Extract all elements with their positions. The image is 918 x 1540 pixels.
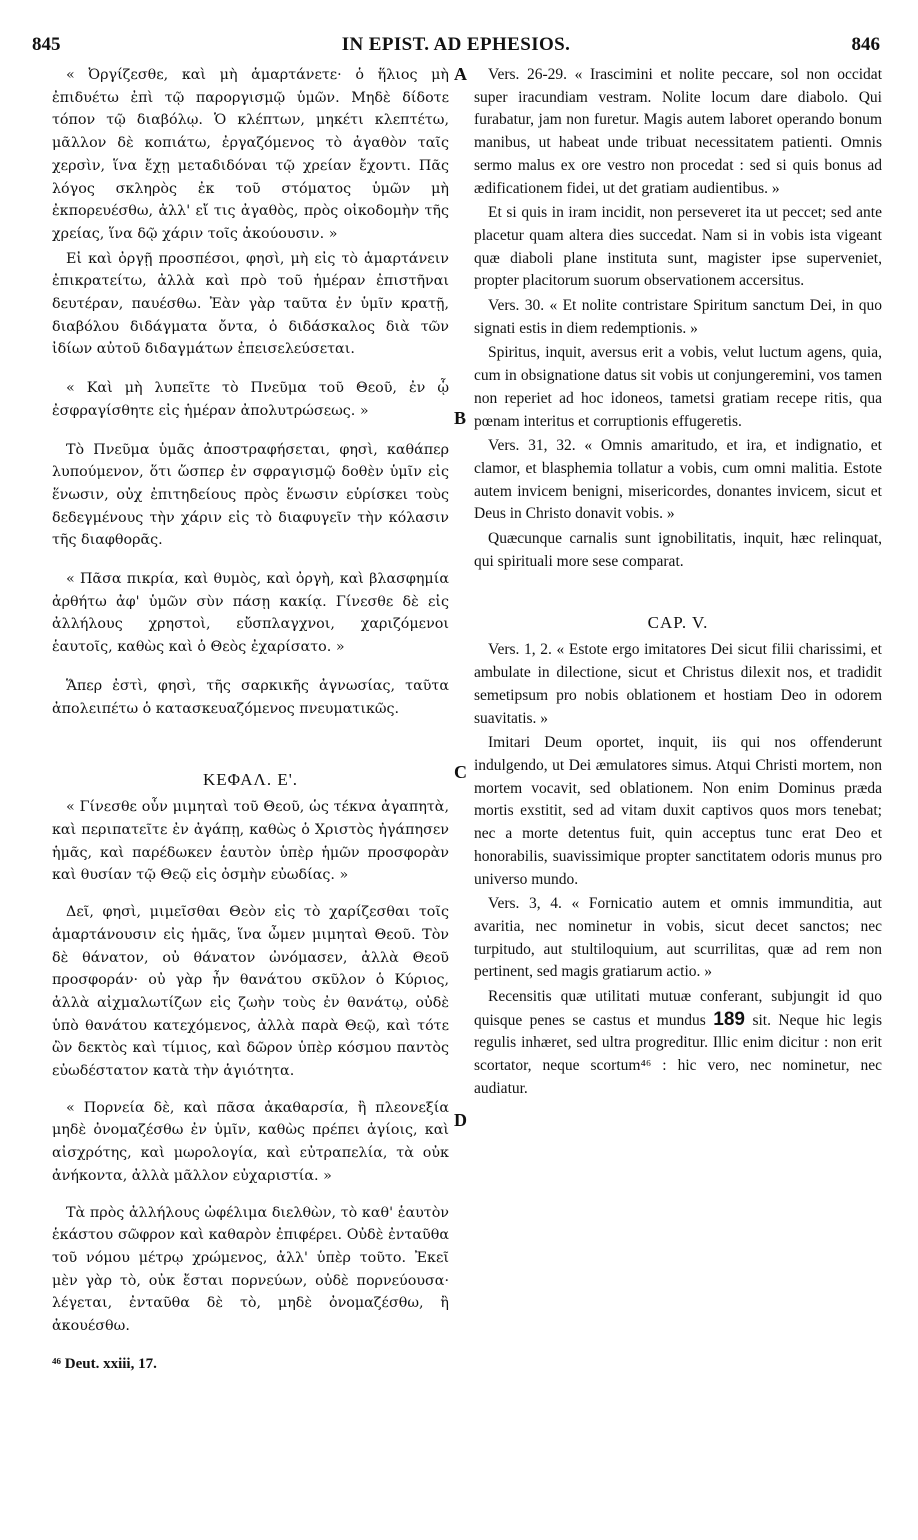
latin-commentary-5-end: sit. Neque hic legis regulis inhæret, sed ultra progreditur. Illic enim dicitur : non erit scortator, neque scortum⁴⁶ : hic vero, nec nominetur, nec audiatur.: [474, 1011, 882, 1097]
latin-commentary-2: Spiritus, inquit, aversus erit a vobis, velut luctum agens, quia, cum in obsignatione datus sit vobis ut conjungeremini, vos tamen non reperiet ad hoc idoneos, tametsi gratiam recepe ritis, qua pœnam interitus et corruptionis effugeretis.: [474, 344, 882, 430]
margin-marker-d: D: [454, 1110, 467, 1130]
greek-scripture-1: « Ὀργίζεσθε, καὶ μὴ ἁμαρτάνετε· ὁ ἥλιος μὴ ἐπιδυέτω ἐπὶ τῷ παροργισμῷ ὑμῶν. Μηδὲ δίδοτε τόπον τῷ διαβόλῳ. Ὁ κλέπτων, μηκέτι κλεπτέτω, μᾶλλον δὲ κοπιάτω, ἐργαζόμενος τὸ ἀγαθὸν ταῖς χερσὶν, ἵνα ἔχῃ μεταδιδόναι τῷ χρείαν ἔχοντι. Πᾶς λόγος σκληρὸς ἐκ τοῦ στόματος ὑμῶν μὴ ἐκπορευέσθω, ἀλλ' εἴ τις ἀγαθὸς, πρὸς οἰκοδομὴν τῆς χρείας, ἵνα δῷ χάριν τοῖς ἀκούουσιν. »: [52, 67, 449, 242]
latin-commentary-3: Quæcunque carnalis sunt ignobilitatis, inquit, hæc relinquat, qui spirituali more sese comparat.: [474, 530, 882, 570]
greek-scripture-4: « Γίνεσθε οὖν μιμηταὶ τοῦ Θεοῦ, ὡς τέκνα ἀγαπητὰ, καὶ περιπατεῖτε ἐν ἀγάπῃ, καθὼς ὁ Χριστὸς ἠγάπησεν ἡμᾶς, καὶ παρέδωκεν ἑαυτὸν ὑπὲρ ἡμῶν προσφορὰν καὶ θυσίαν τῷ Θεῷ εἰς ὀσμὴν εὐωδίας. »: [52, 799, 449, 884]
latin-column: [474, 64, 882, 1101]
greek-scripture-3: « Πᾶσα πικρία, καὶ θυμὸς, καὶ ὀργὴ, καὶ βλασφημία ἀρθήτω ἀφ' ὑμῶν σὺν πάσῃ κακίᾳ. Γίνεσθε δὲ εἰς ἀλλήλους χρηστοὶ, εὔσπλαγχνοι, χαριζόμενοι ἑαυτοῖς, καθὼς καὶ ὁ Θεὸς ἐχαρίσατο. »: [52, 571, 449, 656]
latin-chapter-heading: CAP. V.: [647, 613, 709, 633]
margin-marker-c: C: [454, 762, 467, 782]
greek-commentary-5: Τὰ πρὸς ἀλλήλους ὠφέλιμα διελθὼν, τὸ καθ' ἑαυτὸν ἑκάστου σῶφρον καὶ καθαρὸν ἐπιφέρει. Οὐδὲ ἐνταῦθα τοῦ νόμου μέτρῳ χρώμενος, ἀλλ' ὑπὲρ τοῦτο. Ἐκεῖ μὲν γὰρ τὸ, οὐκ ἔσται πορνεύων, οὐδὲ πορνεύουσα· λέγεται, ἐνταῦθα δὲ τὸ, μηδὲ ὀνομαζέσθω, ἢ ἀκουέσθω.: [52, 1204, 449, 1335]
greek-scripture-5: « Πορνεία δὲ, καὶ πᾶσα ἀκαθαρσία, ἢ πλεονεξία μηδὲ ὀνομαζέσθω ἐν ὑμῖν, καθὼς πρέπει ἁγίοις, καὶ αἰσχρότης, καὶ μωρολογία, καὶ εὐτραπελία, τὰ οὐκ ἀνήκοντα, ἀλλὰ μᾶλλον εὐχαριστία. »: [52, 1099, 449, 1184]
page-number-left: 845: [32, 34, 61, 55]
greek-commentary-4: Δεῖ, φησὶ, μιμεῖσθαι Θεὸν εἰς τὸ χαρίζεσθαι τοῖς ἁμαρτάνουσιν εἰς ἡμᾶς, ἵνα ὦμεν μιμηταὶ Θεοῦ. Τὸν δὲ θάνατον, οὐ θάνατον ὠνόμασεν, ἀλλὰ Θεοῦ προσφοράν· οὐ γὰρ ἦν θανάτου σκῦλον ὁ Κύριος, ἀλλὰ αἰχμαλωτίζων εἰς ζωὴν τοὺς ἐν θανάτῳ, οὐδὲ ὑπὸ θανάτου κατεχόμενος, ἀλλὰ παρὰ Θεῷ, καὶ τότε ὢν δεκτὸς καὶ τίμιος, καὶ δῶρον ὑπὲρ κόσμου παντὸς εὐωδέστατον κατὰ τὴν ἁγιότητα.: [52, 904, 449, 1080]
latin-scripture-4: Vers. 1, 2. « Estote ergo imitatores Dei sicut filii charissimi, et ambulate in dilectione, sicut et Christus dilexit nos, et tradidit semetipsum pro nobis oblationem et hostiam Deo in odorem suavitatis. »: [474, 641, 882, 727]
latin-scripture-5: Vers. 3, 4. « Fornicatio autem et omnis immunditia, aut avaritia, nec nominetur in vobis, sicut decet sanctos; nec turpitudo, aut stultiloquium, aut scurrilitas, quæ ad rem non pertinent, sed magis gratiarum actio. »: [474, 895, 882, 981]
latin-scripture-3: Vers. 31, 32. « Omnis amaritudo, et ira, et indignatio, et clamor, et blasphemia tollatur a vobis, cum omni malitia. Estote autem invicem benigni, misericordes, donantes invicem, sicut et Deus in Christo donavit vobis. »: [474, 437, 882, 523]
latin-scripture-1: Vers. 26-29. « Irascimini et nolite peccare, sol non occidat super iracundiam vestram. Nolite locum dare diabolo. Qui furabatur, jam non furetur. Magis autem laboret operando bonum manibus, ut habeat unde tribuat necessitatem patienti. Omnis sermo malus ex ore vestro non procedat : sed si quis bonus ad ædificationem fidei, ut det gratiam audientibus. »: [474, 66, 882, 197]
greek-commentary-1: Εἰ καὶ ὀργῇ προσπέσοι, φησὶ, μὴ εἰς τὸ ἁμαρτάνειν ἐπικρατείτω, ἀλλὰ καὶ πρὸ τοῦ ἡμέραν ἐπιστῆναι δευτέραν, παυέσθω. Ἐὰν γὰρ ταῦτα ἐν ὑμῖν κρατῇ, διαβόλου διδάγματα ὄντα, ὁ διδάσκαλος διὰ τῶν ἰδίων αὐτοῦ διδαγμάτων ἐπεισελεύσεται.: [52, 250, 449, 358]
latin-commentary-5-start: Recensitis quæ utilitati mutuæ conferant, subjungit id quo quisque penes se castus et mundus: [474, 988, 882, 1029]
running-header: [32, 34, 880, 60]
latin-commentary-1: Et si quis in iram incidit, non perseveret ita ut peccet; sed ante placetur quam altera dies succedat. Nam si in vobis ista vigeant quæ diaboli plane instituta sunt, magister ipse superveniet, propter placitorum suorum observationem accersitus.: [474, 204, 882, 290]
page-number-right: 846: [851, 34, 880, 55]
column-number: 189: [713, 1008, 745, 1030]
greek-commentary-3: Ἅπερ ἐστὶ, φησὶ, τῆς σαρκικῆς ἀγνωσίας, ταῦτα ἀπολειπέτω ὁ κατασκευαζόμενος πνευματικῶς.: [52, 677, 449, 717]
latin-commentary-4: Imitari Deum oportet, inquit, iis qui nos offenderunt indulgendo, ut Dei æmulatores simus. Atqui Christi mortem, non mortem vocavit, sed oblationem. Non enim Dominus præda mortis exstitit, sed ad vitam duxit captivos quos mors tenebat; nec a morte detentus fuit, quin acceptus tunc erat Deo et honorabilis, suavissimique propter sanctitatem odoris munus pro universo mundo.: [474, 734, 882, 888]
latin-scripture-2: Vers. 30. « Et nolite contristare Spiritum sanctum Dei, in quo signati estis in diem redemptionis. »: [474, 297, 882, 337]
greek-commentary-2: Τὸ Πνεῦμα ὑμᾶς ἀποστραφήσεται, φησὶ, καθάπερ λυπούμενον, ὅτι ὥσπερ ἐν σφραγισμῷ δοθὲν ὑμῖν εἰς ἕνωσιν, οὐχ ἐπιτηδείους πρὸς ἕνωσιν εὑρίσκει τοὺς δεδεγμένους τὴν χάριν εἰς τὸ διαφυγεῖν τὴν κόλασιν τῆς διαφθορᾶς.: [52, 441, 449, 549]
margin-marker-a: A: [454, 64, 467, 84]
greek-scripture-2: « Καὶ μὴ λυπεῖτε τὸ Πνεῦμα τοῦ Θεοῦ, ἐν ᾧ ἐσφραγίσθητε εἰς ἡμέραν ἀπολυτρώσεως. »: [52, 380, 449, 419]
running-title: IN EPIST. AD EPHESIOS.: [341, 34, 571, 55]
margin-marker-b: B: [454, 408, 467, 428]
greek-chapter-heading: ΚΕΦΑΛ. Ε'.: [202, 770, 299, 790]
greek-column: [52, 64, 449, 1388]
latin-commentary-5: [474, 986, 882, 1101]
footnote: ⁴⁶ Deut. xxiii, 17.: [52, 1355, 157, 1372]
